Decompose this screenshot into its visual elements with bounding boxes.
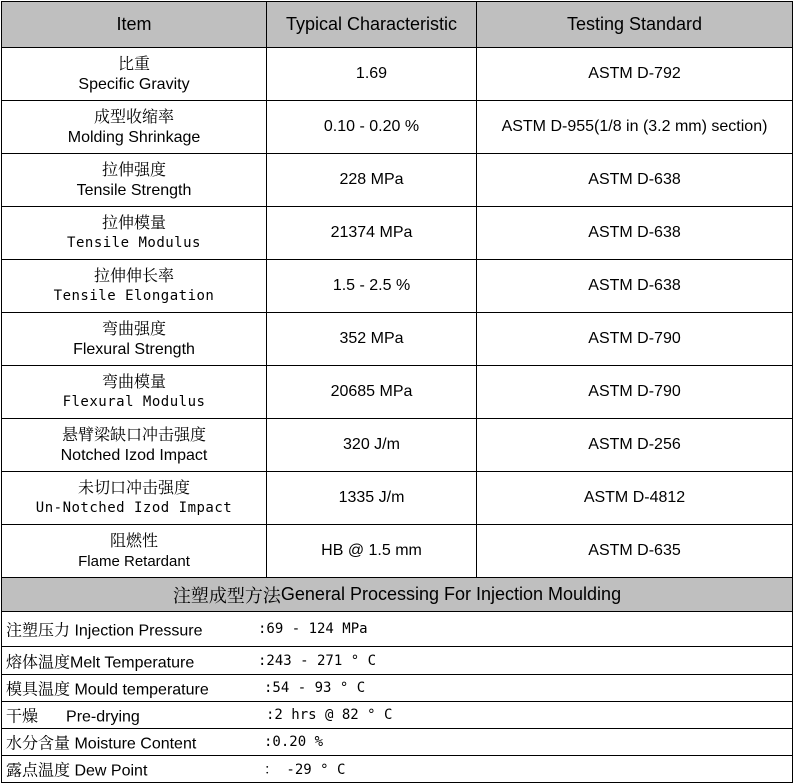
processing-item: [1, 674, 792, 701]
processing-label-cn: 模具温度: [6, 679, 71, 699]
processing-label-en: Dew Point: [70, 762, 148, 780]
item-cell: [1, 418, 266, 471]
typical-value: HB @ 1.5 mm: [266, 524, 476, 577]
item-cell: [1, 312, 266, 365]
processing-label-en: Pre-drying: [66, 708, 140, 726]
processing-item: [1, 646, 792, 674]
processing-label-en: Mould temperature: [70, 681, 209, 699]
header-typical-characteristic: Typical Characteristic: [266, 1, 476, 47]
item-cell: [1, 100, 266, 153]
header-testing-standard: Testing Standard: [476, 1, 792, 47]
item-cell: [1, 206, 266, 259]
processing-title: [1, 577, 792, 611]
processing-row: [1, 701, 792, 728]
testing-standard: ASTM D-955(1/8 in (3.2 mm) section): [476, 100, 792, 153]
item-name-cn: 未切口冲击强度: [77, 478, 190, 497]
processing-label: [6, 731, 196, 754]
item-name-cn: 成型收缩率: [93, 107, 174, 126]
processing-value: :54 - 93 ° C: [264, 680, 366, 696]
item-name-cn: 拉伸伸长率: [93, 266, 174, 285]
typical-value: 0.10 - 0.20 %: [266, 100, 476, 153]
table-row: [1, 471, 792, 524]
testing-standard: ASTM D-638: [476, 153, 792, 206]
processing-label: [6, 758, 147, 781]
testing-standard: ASTM D-790: [476, 312, 792, 365]
processing-value: :243 - 271 ° C: [258, 652, 377, 669]
item-cell: [1, 259, 266, 312]
testing-standard: ASTM D-4812: [476, 471, 792, 524]
item-name-cn: 弯曲模量: [101, 372, 166, 391]
testing-standard: ASTM D-790: [476, 365, 792, 418]
typical-value: 1.69: [266, 47, 476, 100]
processing-item: [1, 611, 792, 646]
processing-label-cn: 水分含量: [6, 733, 71, 753]
table-row: [1, 312, 792, 365]
processing-label-cn: 注塑压力: [6, 620, 71, 640]
processing-label-cn: 熔体温度: [6, 652, 71, 671]
table-row: [1, 418, 792, 471]
item-name-en: Notched Izod Impact: [60, 447, 208, 464]
header-item: Item: [1, 1, 266, 47]
typical-value: 20685 MPa: [266, 365, 476, 418]
item-cell: [1, 365, 266, 418]
processing-label-en: Injection Pressure: [70, 622, 203, 640]
processing-label: [6, 618, 203, 641]
processing-title-cn: 注塑成型方法: [172, 585, 281, 607]
processing-label: [6, 677, 209, 700]
data-sheet: [1, 1, 793, 783]
item-name-en: Flexural Modulus: [62, 394, 206, 410]
processing-label: [6, 704, 140, 727]
item-name-en: Tensile Elongation: [53, 288, 215, 304]
processing-label-en: Moisture Content: [70, 735, 197, 753]
item-name-en: Flexural Strength: [73, 341, 195, 358]
item-name-cn: 阻燃性: [109, 531, 158, 550]
item-name-en: Tensile Modulus: [67, 235, 201, 251]
table-row: [1, 153, 792, 206]
item-name-cn: 拉伸强度: [101, 160, 166, 179]
table-row: [1, 365, 792, 418]
processing-section: [1, 577, 792, 611]
typical-value: 1335 J/m: [266, 471, 476, 524]
item-name-en: Un-Notched Izod Impact: [35, 500, 233, 516]
processing-row: [1, 674, 792, 701]
processing-value: :0.20 %: [264, 734, 324, 750]
item-name-en: Specific Gravity: [78, 76, 190, 93]
processing-value: ： -29 ° C: [264, 762, 346, 778]
processing-label: [6, 649, 194, 672]
item-name-en: Tensile Strength: [76, 182, 192, 199]
table-row: [1, 259, 792, 312]
processing-item: [1, 728, 792, 755]
typical-value: 1.5 - 2.5 %: [266, 259, 476, 312]
processing-row: [1, 646, 792, 674]
item-name-cn: 拉伸模量: [101, 213, 166, 232]
item-cell: [1, 524, 266, 577]
item-name-en: Flame Retardant: [78, 553, 190, 570]
testing-standard: ASTM D-256: [476, 418, 792, 471]
table-row: [1, 100, 792, 153]
processing-label-en: Melt Temperature: [70, 654, 195, 671]
processing-row: [1, 728, 792, 755]
processing-value: :69 - 124 MPa: [258, 621, 368, 637]
processing-row: [1, 611, 792, 646]
typical-value: 320 J/m: [266, 418, 476, 471]
testing-standard: ASTM D-638: [476, 206, 792, 259]
processing-value: :2 hrs @ 82 ° C: [266, 707, 393, 723]
item-cell: [1, 471, 266, 524]
typical-value: 352 MPa: [266, 312, 476, 365]
testing-standard: ASTM D-635: [476, 524, 792, 577]
table-row: [1, 524, 792, 577]
processing-row: [1, 755, 792, 782]
typical-value: 228 MPa: [266, 153, 476, 206]
item-name-en: Molding Shrinkage: [67, 129, 201, 146]
table-row: [1, 206, 792, 259]
table-header: [1, 1, 792, 47]
table-row: [1, 47, 792, 100]
item-cell: [1, 47, 266, 100]
item-name-cn: 比重: [117, 54, 150, 73]
item-name-cn: 弯曲强度: [101, 319, 166, 338]
item-cell: [1, 153, 266, 206]
testing-standard: ASTM D-792: [476, 47, 792, 100]
processing-item: [1, 755, 792, 782]
processing-title-en: General Processing For Injection Moulding: [280, 584, 622, 604]
processing-label-cn: 露点温度: [6, 760, 71, 780]
typical-value: 21374 MPa: [266, 206, 476, 259]
processing-label-cn: 干燥: [6, 706, 39, 726]
item-name-cn: 悬臂梁缺口冲击强度: [61, 425, 206, 444]
processing-item: [1, 701, 792, 728]
testing-standard: ASTM D-638: [476, 259, 792, 312]
